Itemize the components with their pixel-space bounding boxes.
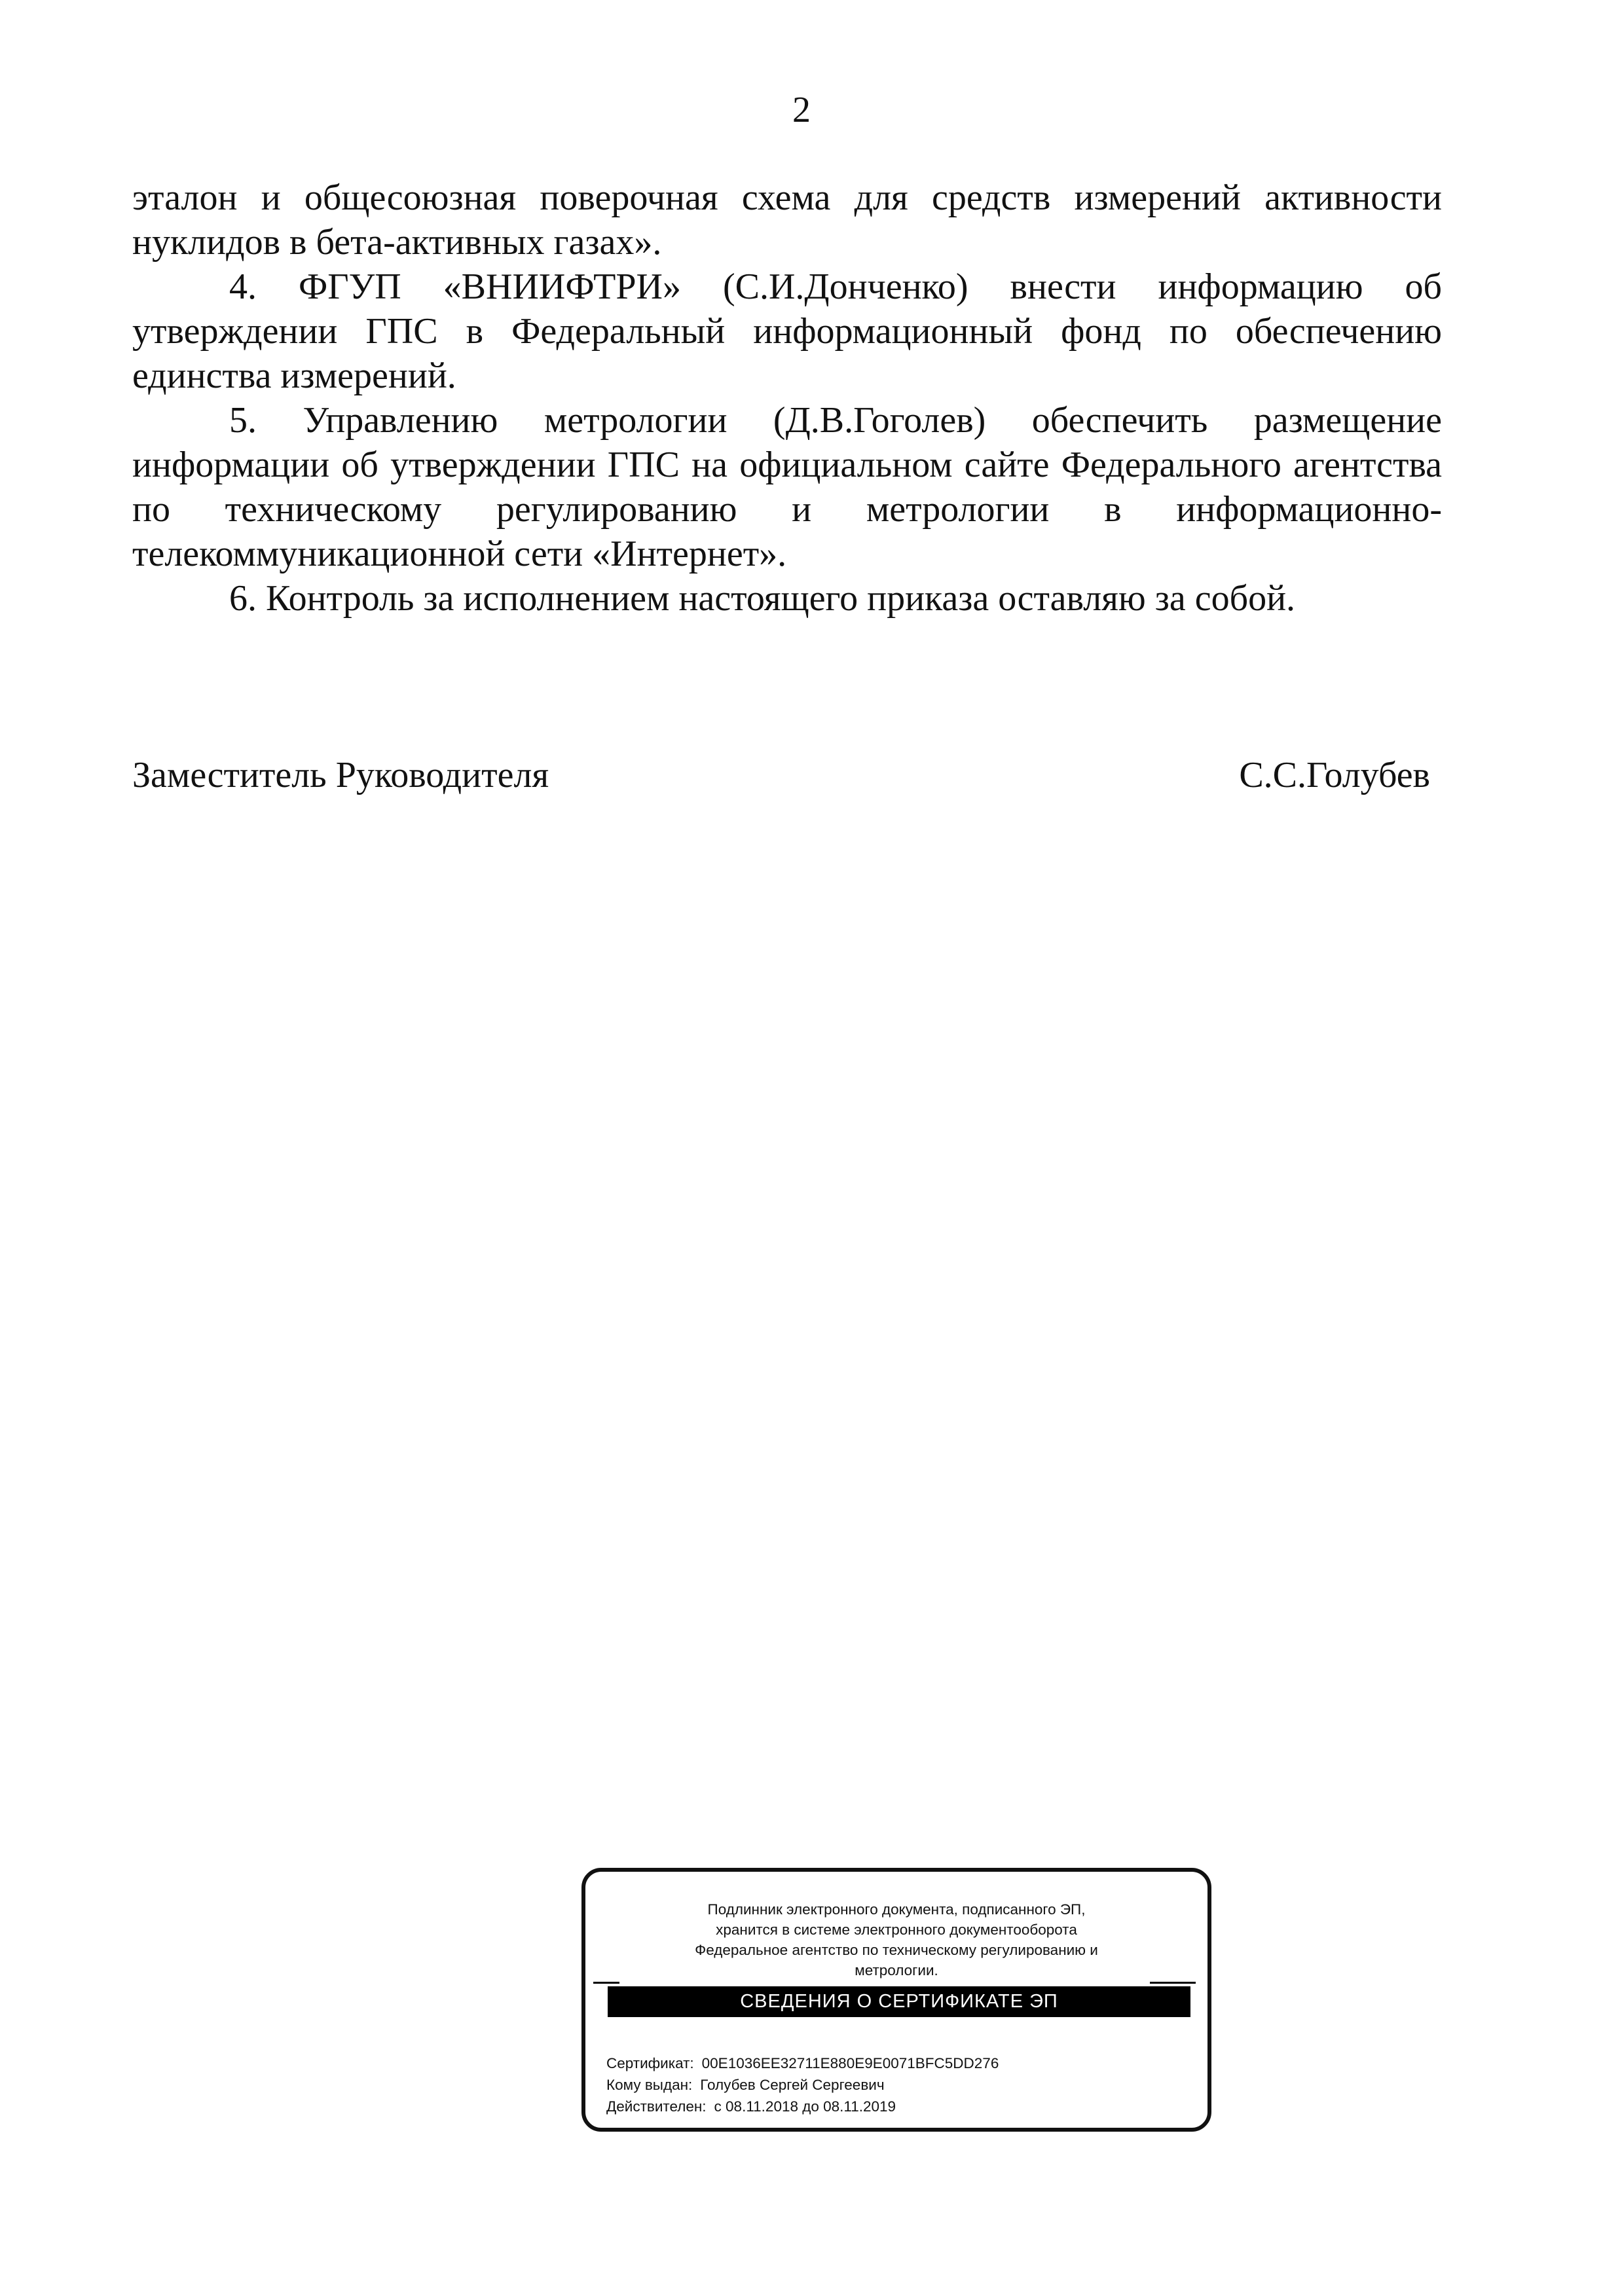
certificate-value: 00E1036EE32711E880E9E0071BFC5DD276 <box>701 2055 999 2071</box>
paragraph-item-5: 5. Управлению метрологии (Д.В.Гоголев) обеспечить размещение информации об утверждении ГПС на официальном сайте Федерального агентства по техническому регулированию и метрологии в информационно-телекоммуникационной сети «Интернет». <box>132 400 1442 574</box>
issued-to-label: Кому выдан: <box>606 2077 693 2093</box>
paragraph-item-4: 4. ФГУП «ВНИИФТРИ» (С.И.Донченко) внести информацию об утверждении ГПС в Федеральный информационный фонд по обеспечению единства измерений. <box>132 266 1442 396</box>
signatory-position: Заместитель Руководителя <box>132 755 549 795</box>
paragraph-item-6: 6. Контроль за исполнением настоящего приказа оставляю за собой. <box>229 578 1296 619</box>
stamp-header-line: хранится в системе электронного документооборота <box>716 1922 1077 1938</box>
certificate-row <box>606 2052 999 2074</box>
electronic-signature-stamp <box>581 1868 1211 2132</box>
page-number: 2 <box>792 90 811 130</box>
stamp-certificate-title: СВЕДЕНИЯ О СЕРТИФИКАТЕ ЭП <box>608 1986 1190 2017</box>
validity-label: Действителен: <box>606 2098 707 2115</box>
signatory-name: С.С.Голубев <box>1239 755 1430 795</box>
document-body <box>132 175 1442 621</box>
stamp-divider-right <box>1150 1982 1196 1984</box>
stamp-header-line: Федеральное агентство по техническому регулированию и <box>695 1942 1098 1958</box>
stamp-certificate-details <box>606 2052 999 2117</box>
validity-value: с 08.11.2018 до 08.11.2019 <box>714 2098 896 2115</box>
stamp-header <box>599 1899 1194 1980</box>
paragraph-continuation: эталон и общесоюзная поверочная схема для средств измерений активности нуклидов в бета-активных газах». <box>132 177 1442 263</box>
stamp-divider-left <box>593 1982 619 1984</box>
issued-to-row <box>606 2074 999 2096</box>
validity-row <box>606 2096 999 2117</box>
stamp-header-line: Подлинник электронного документа, подписанного ЭП, <box>707 1901 1086 1918</box>
issued-to-value: Голубев Сергей Сергеевич <box>700 2077 885 2093</box>
stamp-header-line: метрологии. <box>855 1962 938 1978</box>
signature-block <box>132 753 1430 797</box>
certificate-label: Сертификат: <box>606 2055 694 2071</box>
